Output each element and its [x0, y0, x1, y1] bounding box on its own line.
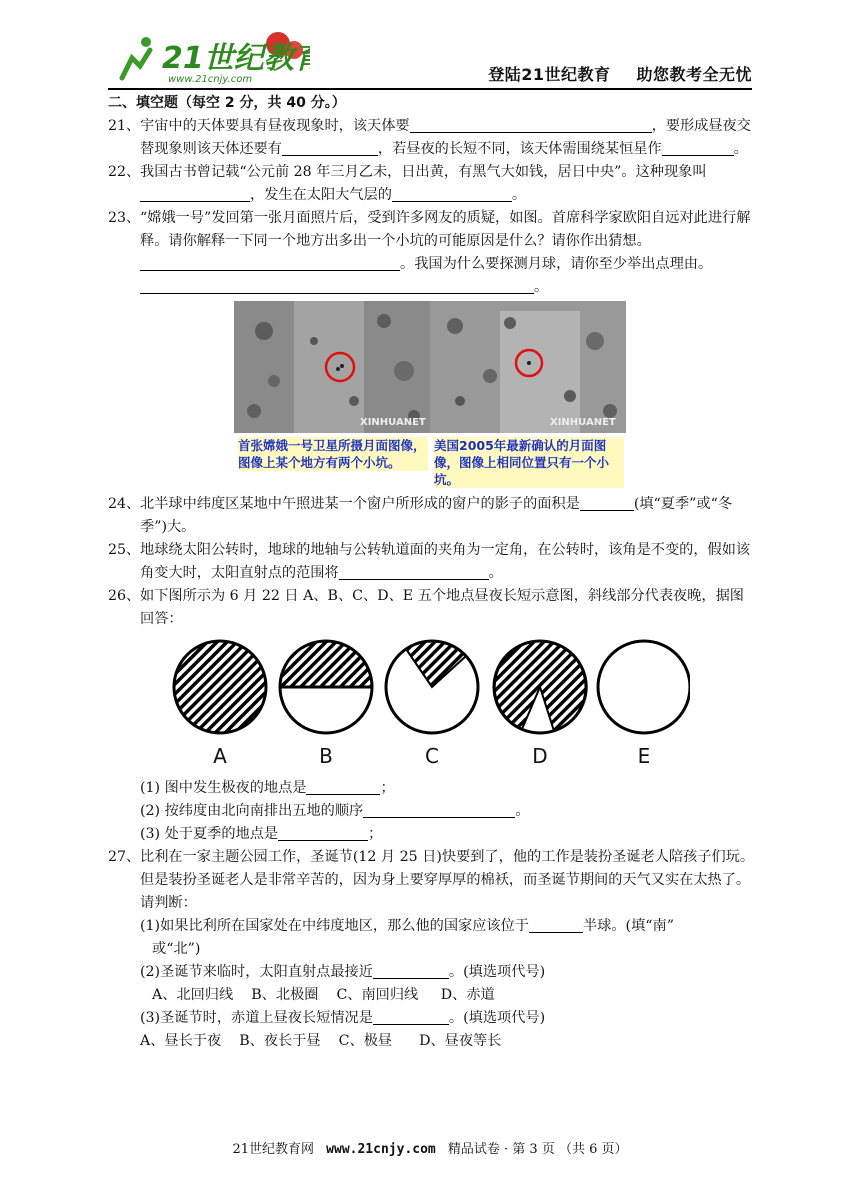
q26-sub-3: (3) 处于夏季的地点是 ； — [140, 826, 383, 842]
q27-sub-1: (1)如果比利所在国家处在中纬度地区，那么他的国家应该位于 半球。(填“南” — [140, 918, 674, 934]
header-divider — [108, 88, 752, 90]
answer-blank[interactable] — [363, 802, 515, 818]
q27-sub-3: (3)圣诞节时，赤道上昼夜长短情况是 。(填选项代号) — [140, 1010, 546, 1026]
site-logo — [110, 28, 310, 88]
q27-sub-1-cont: 或“北”) — [152, 941, 201, 957]
question-23: 23、 “嫦娥一号”发回第一张月面照片后，受到许多网友的质疑，如图。首席科学家欧阳自远对此进行解释。请你解释一下同一个地方出多出一个小坑的可能原因是什么？请你作出猜想。。我国为什么要探测月球，请你至少举出点理由。。 — [108, 210, 751, 295]
question-27: 27、 比利在一家主题公园工作，圣诞节(12 月 25 日)快要到了，他的工作是装扮圣诞老人陪孩子们玩。但是装扮圣诞老人是非常辛苦的，因为身上要穿厚厚的棉袄，而圣诞节期间的天气又实在太热了。请判断： — [108, 849, 755, 911]
svg-text:www.21cnjy.com: www.21cnjy.com — [168, 74, 253, 85]
label-d: D — [532, 744, 548, 768]
question-22: 22、 我国古书曾记载“公元前 28 年三月乙未，日出黄，有黑气大如钱，居日中央”。这种现象叫，发生在太阳大气层的 。 — [108, 164, 707, 203]
photo-caption-right: 美国2005年最新确认的月面图像，图像上相同位置只有一个小坑。 — [434, 437, 624, 488]
label-c: C — [425, 744, 439, 768]
svg-text:21世纪教育: 21世纪教育 — [162, 41, 310, 76]
q27-sub-2: (2)圣诞节来临时，太阳直射点最接近 。(填选项代号) — [140, 964, 546, 980]
footer-page-info: 精品试卷 · 第 3 页 （共 6 页） — [447, 1142, 628, 1157]
answer-blank[interactable] — [140, 278, 534, 294]
answer-blank[interactable] — [410, 117, 652, 133]
answer-blank[interactable] — [140, 186, 250, 202]
svg-text:XINHUANET: XINHUANET — [360, 417, 426, 428]
section-title: 二、填空题（每空 2 分，共 40 分。） — [108, 95, 346, 111]
q27-sub-3-options: A、昼长于夜 B、夜长于昼 C、极昼 D、昼夜等长 — [140, 1033, 502, 1049]
answer-blank[interactable] — [373, 1009, 449, 1025]
circle-d — [494, 641, 587, 733]
photo-caption-left: 首张嫦娥一号卫星所摄月面图像，图像上某个地方有两个小坑。 — [238, 437, 428, 471]
footer-site-name: 21世纪教育网 — [232, 1142, 315, 1157]
moon-photo-usa-2005 — [430, 301, 626, 433]
circle-a — [174, 641, 266, 733]
day-night-diagram — [170, 637, 690, 777]
moon-photo-comparison — [234, 301, 626, 491]
svg-text:XINHUANET: XINHUANET — [550, 417, 616, 428]
label-a: A — [213, 744, 227, 768]
circle-e — [598, 641, 690, 733]
label-b: B — [319, 744, 333, 768]
q26-sub-1: (1) 图中发生极夜的地点是 ； — [140, 780, 395, 796]
answer-blank[interactable] — [580, 495, 634, 511]
page-footer — [0, 1138, 860, 1157]
answer-blank[interactable] — [373, 963, 449, 979]
q26-sub-2: (2) 按纬度由北向南排出五地的顺序 。 — [140, 803, 530, 819]
question-25: 25、 地球绕太阳公转时，地球的地轴与公转轨道面的夹角为一定角，在公转时，该角是不变的，假如该角变大时，太阳直射点的范围将 。 — [108, 542, 751, 581]
circle-c — [386, 641, 478, 733]
answer-blank[interactable] — [140, 255, 400, 271]
slogan-left: 登陆21世纪教育 — [488, 65, 611, 84]
answer-blank[interactable] — [278, 825, 368, 841]
page-content — [108, 92, 758, 1053]
answer-blank[interactable] — [392, 186, 512, 202]
footer-url[interactable]: www.21cnjy.com — [326, 1142, 436, 1157]
header-slogan — [488, 62, 752, 85]
answer-blank[interactable] — [282, 140, 378, 156]
answer-blank[interactable] — [306, 779, 380, 795]
answer-blank[interactable] — [339, 564, 489, 580]
question-26: 26、 如下图所示为 6 月 22 日 A、B、C、D、E 五个地点昼夜长短示意图，斜线部分代表夜晚，据图回答： — [108, 588, 744, 627]
q27-sub-2-options: A、北回归线 B、北极圈 C、南回归线 D、赤道 — [152, 987, 495, 1003]
label-e: E — [637, 744, 651, 768]
slogan-right: 助您教考全无忧 — [636, 65, 752, 84]
circle-b — [280, 641, 372, 733]
moon-photo-chang-e — [234, 301, 430, 433]
question-24: 24、 北半球中纬度区某地中午照进某一个窗户所形成的窗户的影子的面积是 (填“夏季”或“冬季”)大。 — [108, 496, 733, 535]
answer-blank[interactable] — [529, 917, 583, 933]
answer-blank[interactable] — [662, 140, 734, 156]
question-21: 21、 宇宙中的天体要具有昼夜现象时，该天体要 ，要形成昼夜交替现象则该天体还要有 ，若昼夜的长短不同，该天体需围绕某恒星作 。 — [108, 118, 751, 157]
